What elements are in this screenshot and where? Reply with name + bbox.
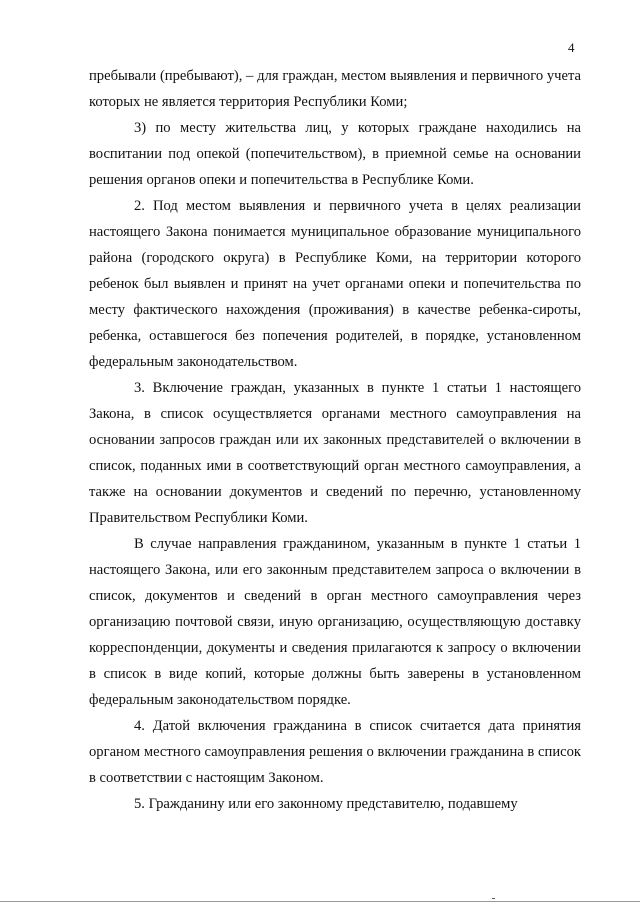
page-number: 4 <box>568 40 575 55</box>
paragraph-subitem-3: 3) по месту жительства лиц, у которых граждане находились на воспитании под опекой (попечительством), в приемной семье на основании решения органов опеки и попечительства в Республике Коми. <box>89 120 581 188</box>
paragraph-item-4: 4. Датой включения гражданина в список считается дата принятия органом местного самоуправления решения о включении гражданина в список в соответствии с настоящим Законом. <box>89 718 581 786</box>
paragraph-item-5: 5. Гражданину или его законному представителю, подавшему <box>134 796 518 812</box>
document-body <box>89 63 581 817</box>
paragraph-continuation: пребывали (пребывают), – для граждан, местом выявления и первичного учета которых не является территория Республики Коми; <box>89 68 581 110</box>
paragraph-item-2: 2. Под местом выявления и первичного учета в целях реализации настоящего Закона понимается муниципальное образование муниципального района (городского округа) в Республике Коми, на территории которого ребенок был выявлен и принят на учет органами опеки и попечительства по месту фактического нахождения (проживания) в качестве ребенка-сироты, ребенка, оставшегося без попечения родителей, в порядке, установленном федеральным законодательством. <box>89 198 581 370</box>
paragraph-item-3: 3. Включение граждан, указанных в пункте 1 статьи 1 настоящего Закона, в список осуществляется органами местного самоуправления на основании запросов граждан или их законных представителей о включении в список, поданных ими в соответствующий орган местного самоуправления, а также на основании документов и сведений по перечню, установленному Правительством Республики Коми. <box>89 380 581 526</box>
paragraph-item-3-continued: В случае направления гражданином, указанным в пункте 1 статьи 1 настоящего Закона, или его законным представителем запроса о включении в список, документов и сведений в орган местного самоуправления через организацию почтовой связи, иную организацию, осуществляющую доставку корреспонденции, документы и сведения прилагаются к запросу о включении в список в виде копий, которые должны быть заверены в установленном федеральным законодательством порядке. <box>89 536 581 708</box>
page-bottom-edge <box>0 901 640 902</box>
scan-mark <box>492 898 495 899</box>
